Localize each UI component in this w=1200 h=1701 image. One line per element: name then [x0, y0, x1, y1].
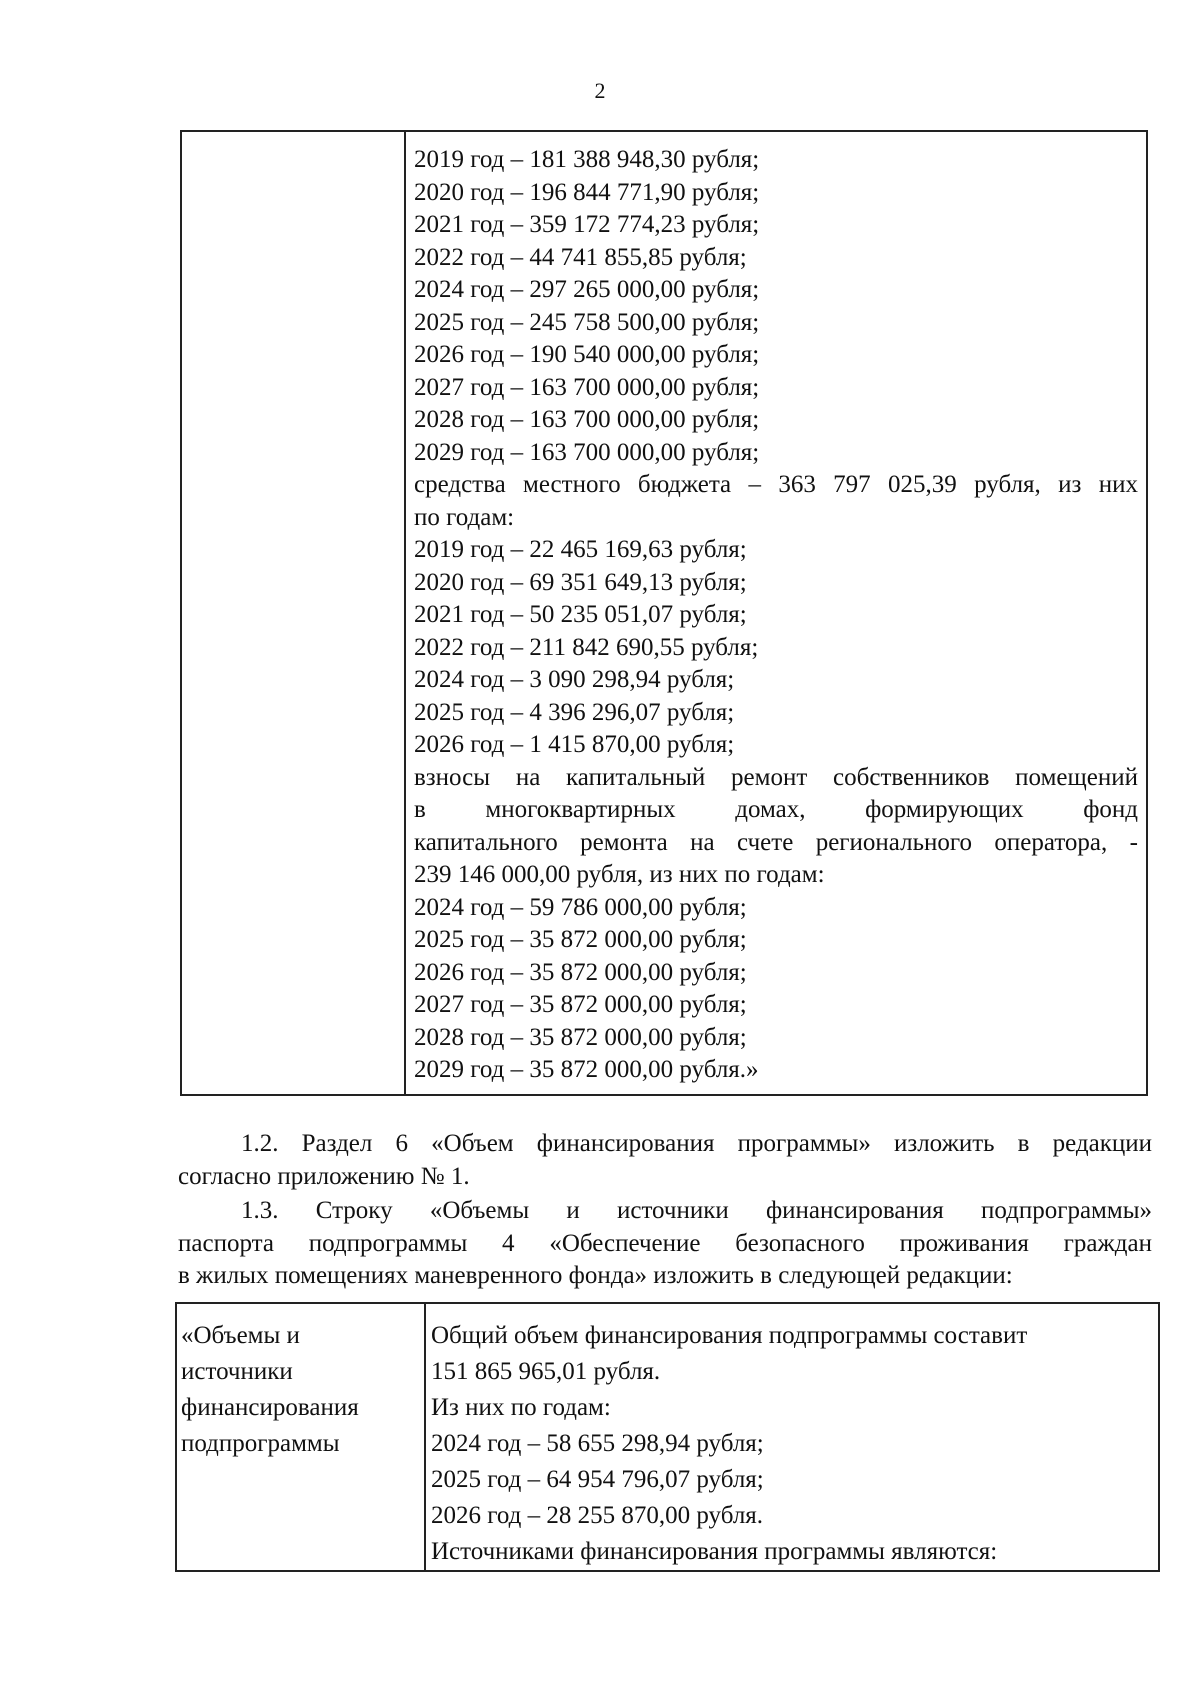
table-line: 2024 год – 3 090 298,94 рубля; [414, 666, 735, 693]
funding-table-continued [180, 130, 1148, 1096]
table-line: 2028 год – 163 700 000,00 рубля; [414, 406, 760, 433]
table-line: 2022 год – 44 741 855,85 рубля; [414, 243, 747, 271]
table-line: средства местного бюджета – 363 797 025,39 рубля, из них [414, 471, 1138, 498]
subprogram-funding-table [175, 1302, 1160, 1572]
paragraph-line: 1.2. Раздел 6 «Объем финансирования программы» изложить в редакции [241, 1130, 1152, 1157]
table-line: 2021 год – 50 235 051,07 рубля; [414, 601, 747, 628]
table-line: 2026 год – 35 872 000,00 рубля; [414, 958, 747, 986]
row-value-line: 2024 год – 58 655 298,94 рубля; [431, 1430, 764, 1457]
row-value-line: 151 865 965,01 рубля. [431, 1358, 661, 1385]
table-line: 2024 год – 297 265 000,00 рубля; [414, 276, 760, 303]
table-line: 2025 год – 245 758 500,00 рубля; [414, 308, 760, 336]
row-value-line: 2025 год – 64 954 796,07 рубля; [431, 1466, 764, 1493]
paragraph-line: 1.3. Строку «Объемы и источники финансирования подпрограммы» [241, 1197, 1152, 1224]
table-line: 2020 год – 196 844 771,90 рубля; [414, 178, 760, 206]
table-line: 2029 год – 35 872 000,00 рубля.» [414, 1056, 759, 1083]
table-line: 2028 год – 35 872 000,00 рубля; [414, 1023, 747, 1051]
column-divider [424, 1304, 426, 1570]
paragraph-line: в жилых помещениях маневренного фонда» изложить в следующей редакции: [178, 1262, 1013, 1289]
table-line: 2029 год – 163 700 000,00 рубля; [414, 438, 760, 466]
paragraph-line: паспорта подпрограммы 4 «Обеспечение безопасного проживания граждан [178, 1229, 1152, 1257]
table-line: 2025 год – 35 872 000,00 рубля; [414, 926, 747, 953]
table-line: в многоквартирных домах, формирующих фонд [414, 796, 1138, 823]
table-line: 2027 год – 163 700 000,00 рубля; [414, 373, 760, 401]
table-line: 2026 год – 190 540 000,00 рубля; [414, 341, 760, 368]
row-value-cell [431, 1318, 1152, 1570]
table-line: 2022 год – 211 842 690,55 рубля; [414, 633, 759, 661]
table-line: взносы на капитальный ремонт собственников помещений [414, 763, 1138, 791]
row-label-line: подпрограммы [181, 1430, 340, 1457]
row-label-line: финансирования [181, 1394, 359, 1421]
funding-details-cell [406, 144, 1146, 1087]
paragraph-1-3 [178, 1195, 1152, 1293]
row-value-line: 2026 год – 28 255 870,00 рубля. [431, 1502, 764, 1529]
page-number: 2 [594, 78, 606, 103]
table-line: 2020 год – 69 351 649,13 рубля; [414, 568, 747, 596]
row-value-line: Источниками финансирования программы являются: [431, 1538, 998, 1565]
table-line: 2025 год – 4 396 296,07 рубля; [414, 698, 735, 726]
table-line: 2024 год – 59 786 000,00 рубля; [414, 893, 747, 921]
table-line: 2019 год – 22 465 169,63 рубля; [414, 536, 747, 563]
row-label-line: источники [181, 1358, 293, 1385]
table-line: 2021 год – 359 172 774,23 рубля; [414, 211, 760, 238]
table-line: капитального ремонта на счете регионального оператора, - [414, 828, 1138, 856]
row-label-cell [181, 1318, 421, 1462]
table-line: 2027 год – 35 872 000,00 рубля; [414, 991, 747, 1018]
table-line: 2019 год – 181 388 948,30 рубля; [414, 146, 760, 173]
row-label-line: «Объемы и [181, 1322, 300, 1349]
paragraph-line: согласно приложению № 1. [178, 1162, 470, 1190]
paragraph-1-2 [178, 1128, 1152, 1193]
table-line: по годам: [414, 503, 515, 531]
row-value-line: Общий объем финансирования подпрограммы составит [431, 1322, 1028, 1349]
row-value-line: Из них по годам: [431, 1394, 611, 1421]
table-line: 239 146 000,00 рубля, из них по годам: [414, 861, 825, 888]
table-line: 2026 год – 1 415 870,00 рубля; [414, 731, 735, 758]
